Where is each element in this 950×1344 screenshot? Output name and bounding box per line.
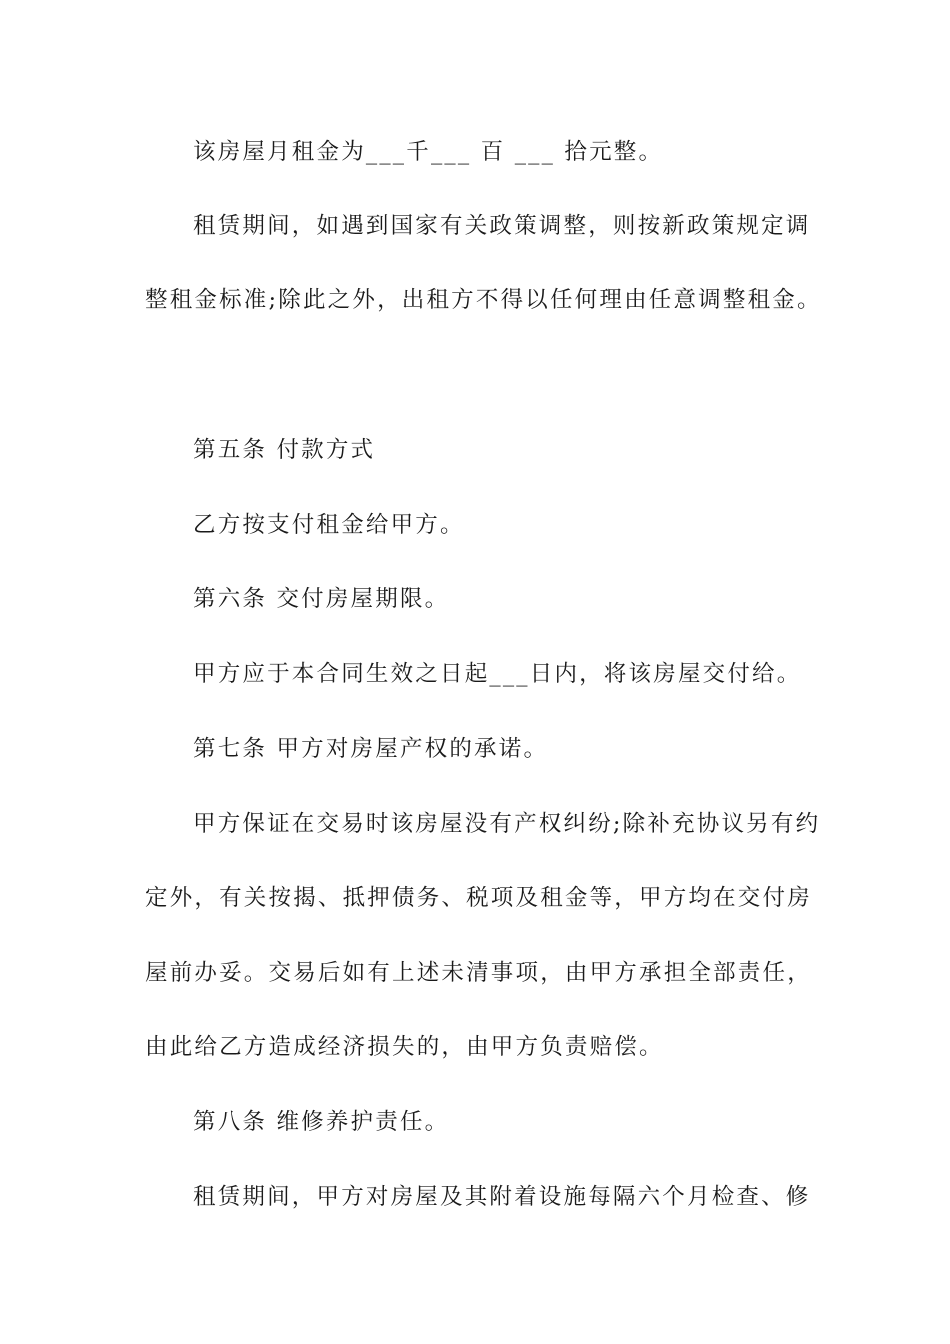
article-5-heading: 第五条 付款方式 bbox=[193, 437, 376, 463]
delivery-deadline-paragraph: 甲方应于本合同生效之日起___日内，将该房屋交付给。 bbox=[193, 661, 802, 687]
rent-adjustment-paragraph-line-1: 租赁期间，如遇到国家有关政策调整，则按新政策规定调 bbox=[193, 213, 811, 239]
maintenance-paragraph-line-1: 租赁期间，甲方对房屋及其附着设施每隔六个月检查、修 bbox=[193, 1184, 811, 1210]
rent-adjustment-paragraph-line-2: 整租金标准;除此之外，出租方不得以任何理由任意调整租金。 bbox=[145, 287, 822, 313]
property-rights-paragraph-line-1: 甲方保证在交易时该房屋没有产权纠纷;除补充协议另有约 bbox=[193, 811, 821, 837]
property-rights-paragraph-line-2: 定外，有关按揭、抵押债务、税项及租金等，甲方均在交付房 bbox=[145, 885, 812, 911]
article-8-heading: 第八条 维修养护责任。 bbox=[193, 1109, 450, 1135]
property-rights-paragraph-line-4: 由此给乙方造成经济损失的，由甲方负责赔偿。 bbox=[145, 1034, 664, 1060]
rent-amount-paragraph: 该房屋月租金为___千___ 百 ___ 拾元整。 bbox=[193, 139, 664, 165]
payment-method-paragraph: 乙方按支付租金给甲方。 bbox=[193, 512, 465, 538]
article-7-heading: 第七条 甲方对房屋产权的承诺。 bbox=[193, 736, 549, 762]
article-6-heading: 第六条 交付房屋期限。 bbox=[193, 586, 450, 612]
property-rights-paragraph-line-3: 屋前办妥。交易后如有上述未清事项，由甲方承担全部责任， bbox=[145, 960, 812, 986]
